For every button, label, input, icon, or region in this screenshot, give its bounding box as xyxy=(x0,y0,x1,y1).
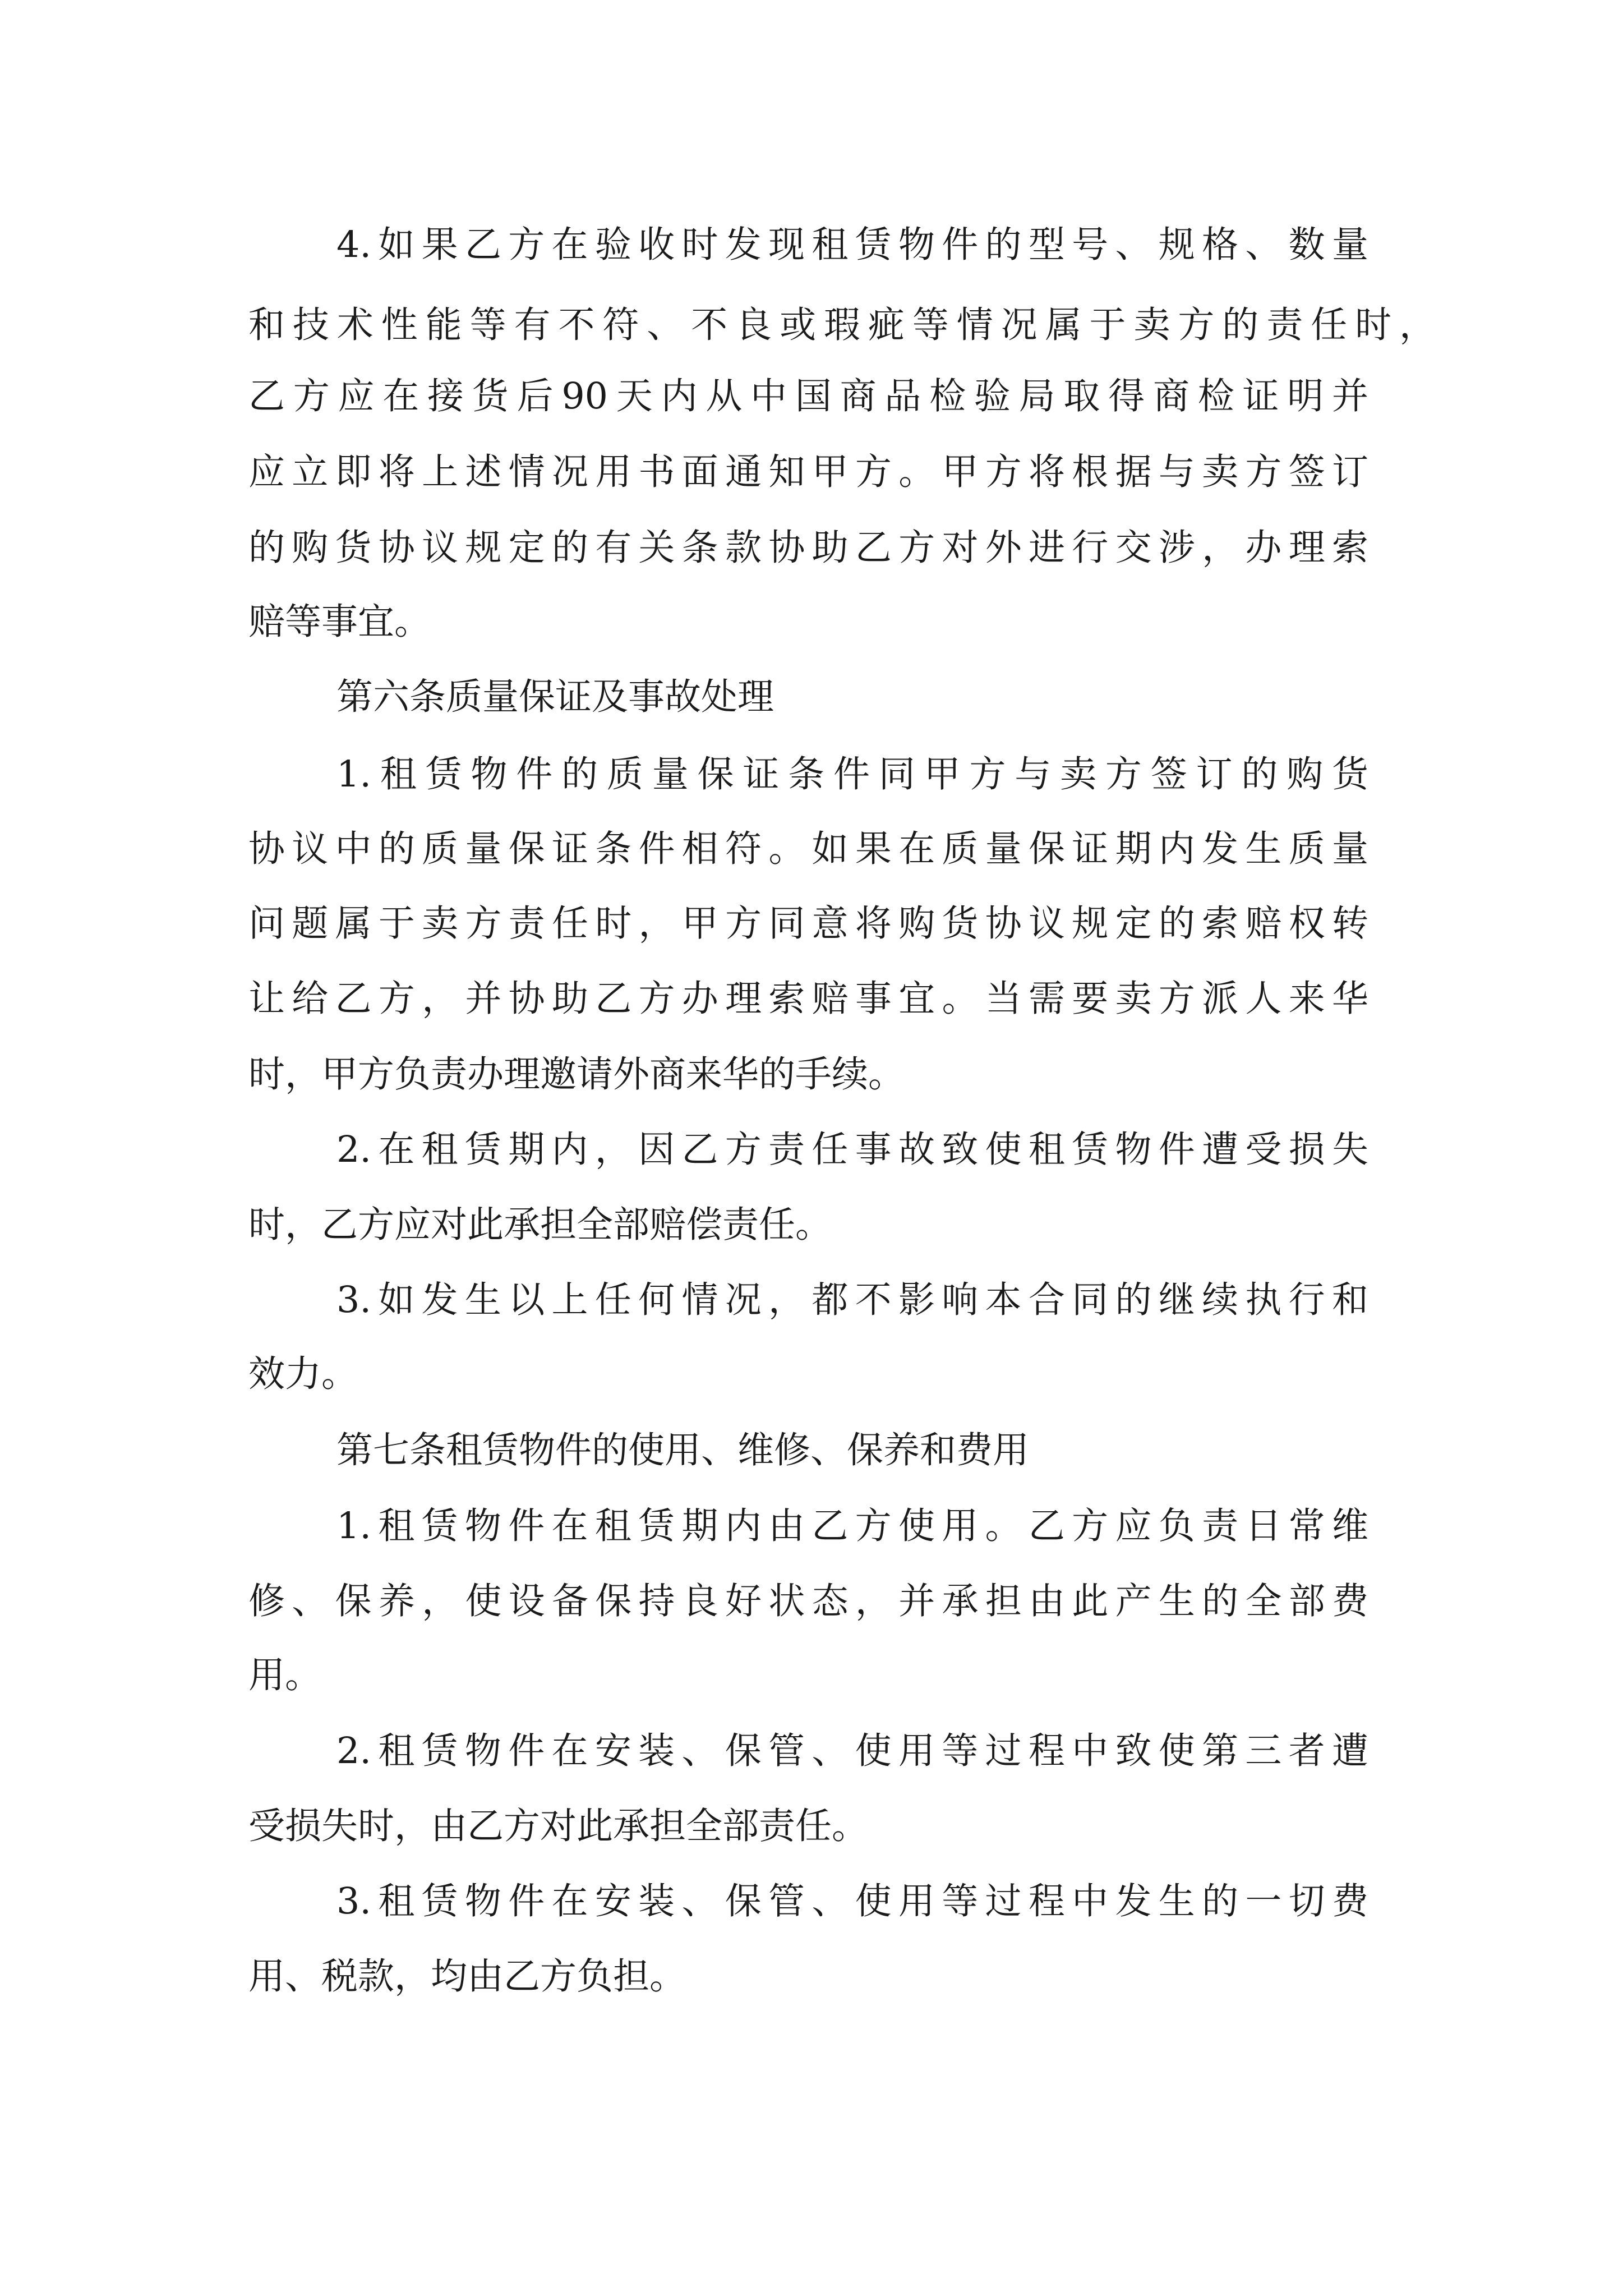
body-text-line: 时，甲方负责办理邀请外商来华的手续。 xyxy=(248,1053,905,1096)
body-text-line: 应立即将上述情况用书面通知甲方。甲方将根据与卖方签订 xyxy=(248,451,1368,493)
body-text-line: 和技术性能等有不符、不良或瑕疵等情况属于卖方的责任时， xyxy=(248,304,1436,346)
section-heading: 第七条租赁物件的使用、维修、保养和费用 xyxy=(336,1429,1030,1471)
body-text-line: 用、税款，均由乙方负担。 xyxy=(248,1955,686,1998)
body-text-line: 效力。 xyxy=(248,1353,358,1395)
body-text-line: 2.在租赁期内，因乙方责任事故致使租赁物件遭受损失 xyxy=(336,1129,1368,1171)
body-text-line: 乙方应在接货后90天内从中国商品检验局取得商检证明并 xyxy=(248,375,1368,417)
body-text-line: 4.如果乙方在验收时发现租赁物件的型号、规格、数量 xyxy=(336,224,1368,266)
body-text-line: 用。 xyxy=(248,1654,322,1696)
body-text-line: 1.租赁物件在租赁期内由乙方使用。乙方应负责日常维 xyxy=(336,1505,1368,1547)
body-text-line: 的购货协议规定的有关条款协助乙方对外进行交涉，办理索 xyxy=(248,527,1368,569)
body-text-line: 让给乙方，并协助乙方办理索赔事宜。当需要卖方派人来华 xyxy=(248,978,1368,1020)
section-heading: 第六条质量保证及事故处理 xyxy=(336,676,774,718)
body-text-line: 时，乙方应对此承担全部赔偿责任。 xyxy=(248,1204,832,1246)
body-text-line: 3.如发生以上任何情况，都不影响本合同的继续执行和 xyxy=(336,1279,1368,1321)
body-text-line: 1.租赁物件的质量保证条件同甲方与卖方签订的购货 xyxy=(336,753,1368,795)
body-text-line: 修、保养，使设备保持良好状态，并承担由此产生的全部费 xyxy=(248,1580,1368,1622)
body-text-line: 3.租赁物件在安装、保管、使用等过程中发生的一切费 xyxy=(336,1880,1368,1922)
body-text-line: 协议中的质量保证条件相符。如果在质量保证期内发生质量 xyxy=(248,828,1368,870)
body-text-line: 赔等事宜。 xyxy=(248,601,431,643)
body-text-line: 2.租赁物件在安装、保管、使用等过程中致使第三者遭 xyxy=(336,1730,1368,1772)
body-text-line: 问题属于卖方责任时，甲方同意将购货协议规定的索赔权转 xyxy=(248,903,1368,945)
body-text-line: 受损失时，由乙方对此承担全部责任。 xyxy=(248,1805,869,1847)
